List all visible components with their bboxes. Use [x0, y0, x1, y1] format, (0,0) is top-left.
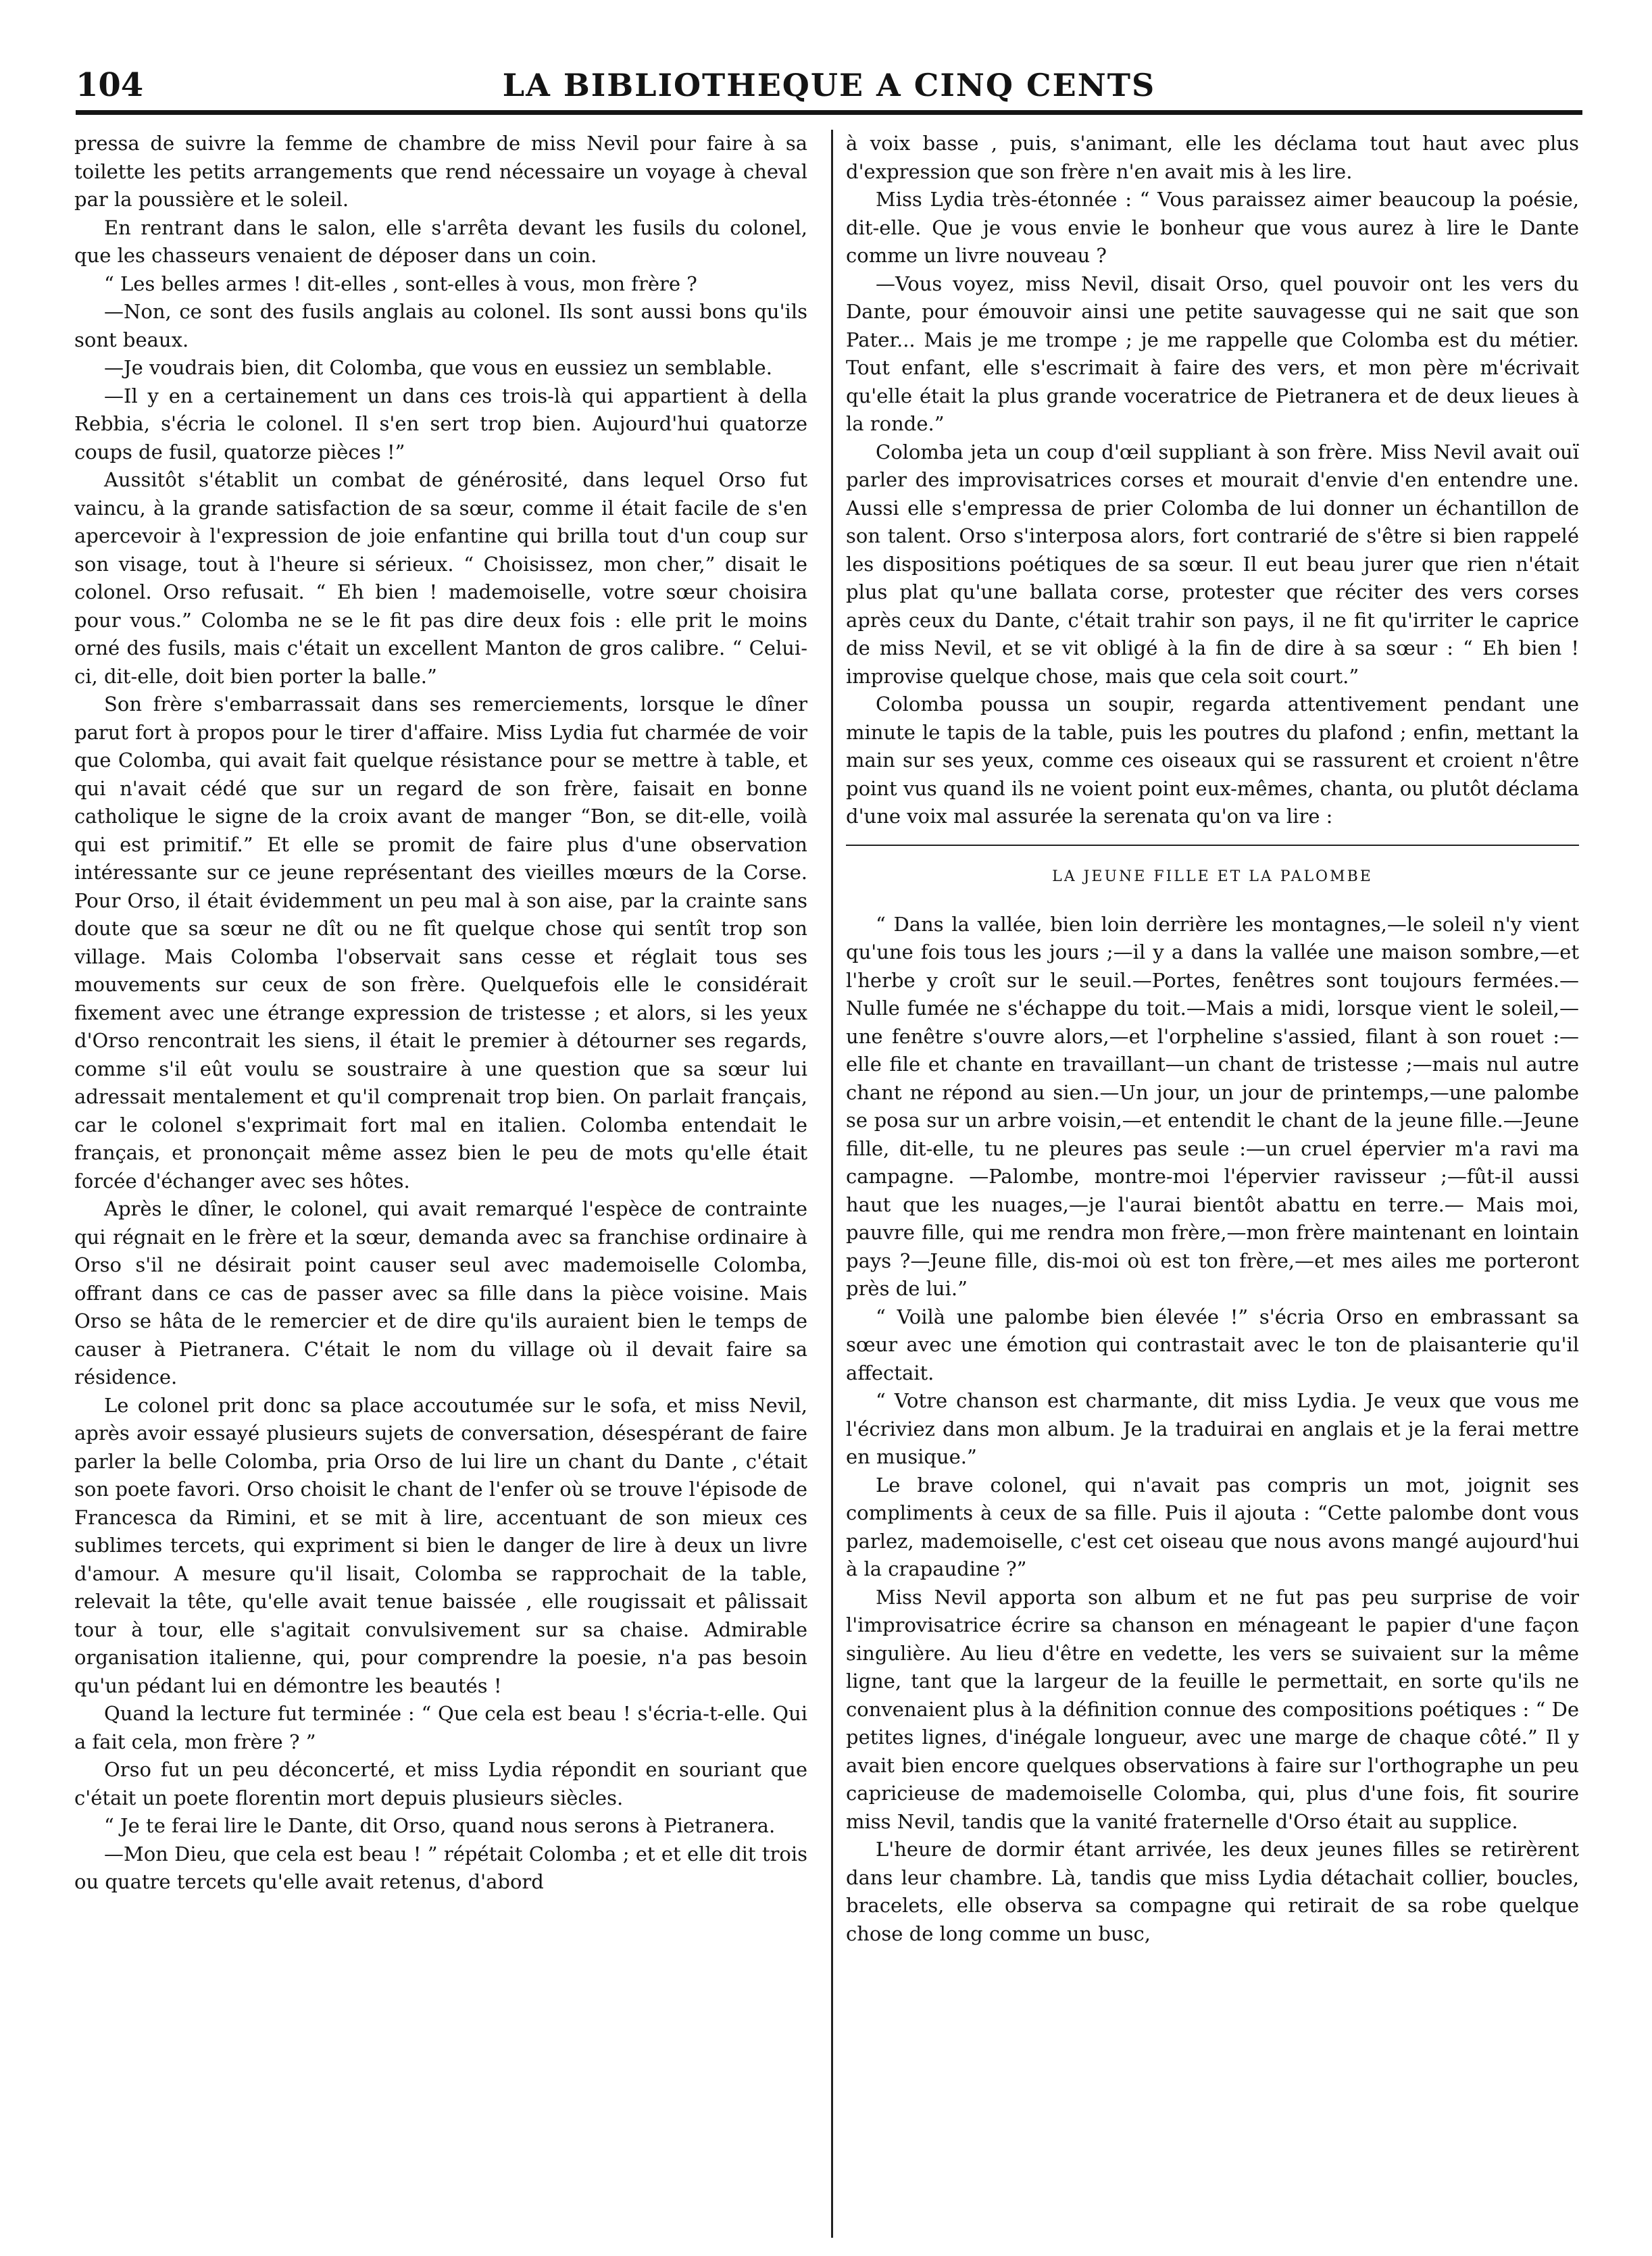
section-rule	[846, 845, 1579, 846]
paragraph: “ Votre chanson est charmante, dit miss Lydia. Je veux que vous me l'écriviez dans mon album. Je la traduirai en anglais et je la ferai mettre en musique.”	[846, 1389, 1579, 1468]
paragraph: Le colonel prit donc sa place accoutumée sur le sofa, et miss Nevil, après avoir essayé plusieurs sujets de conversation, désespérant de faire parler la belle Colomba, pria Orso de lui lire un chant du Dante , c'était son poete favori. Orso choisit le chant de l'enfer où se trouve l'épisode de Francesca da Rimini, et se mit à lire, accentuant de son mieux ces sublimes tercets, qui expriment si bien le danger de lire à deux un livre d'amour. A mesure qu'il lisait, Colomba se rapprochait de la table, relevait la tête, qu'elle avait tenue baissée , elle rougissait et pâlissait tour à tour, elle s'agitait convulsivement sur sa chaise. Admirable organisation italienne, qui, pour comprendre la poesie, n'a pas besoin qu'un pédant lui en démontre les beautés !	[74, 1393, 807, 1697]
paragraph: “ Je te ferai lire le Dante, dit Orso, quand nous serons à Pietranera.	[104, 1814, 776, 1837]
paragraph: Orso fut un peu déconcerté, et miss Lydia répondit en souriant que c'était un poete florentin mort depuis plusieurs siècles.	[74, 1758, 807, 1809]
paragraph: Miss Lydia très-étonnée : “ Vous paraissez aimer beaucoup la poésie, dit-elle. Que je vous envie le bonheur que vous aurez à lire le Dante comme un livre nouveau ?	[846, 188, 1579, 267]
paragraph: Le brave colonel, qui n'avait pas compris un mot, joignit ses compliments à ceux de sa fille. Puis il ajouta : “Cette palombe dont vous parlez, mademoiselle, c'est cet oiseau que nous avons mangé aujourd'hui à la crapaudine ?”	[846, 1473, 1579, 1580]
running-title: LA BIBLIOTHEQUE A CINQ CENTS	[502, 67, 1156, 103]
paragraph: —Mon Dieu, que cela est beau ! ” répétait Colomba ; et et elle dit trois ou quatre tercets qu'elle avait retenus, d'abord	[74, 1842, 807, 1893]
page-number: 104	[76, 66, 144, 104]
paragraph: L'heure de dormir étant arrivée, les deux jeunes filles se retirèrent dans leur chambre. Là, tandis que miss Lydia détachait collier, boucles, bracelets, elle observa sa compagne qui retirait de sa robe quelque chose de long comme un busc,	[846, 1838, 1579, 1945]
paragraph: Colomba poussa un soupir, regarda attentivement pendant une minute le tapis de la table, puis les poutres du plafond ; enfin, mettant la main sur ses yeux, comme ces oiseaux qui se rassurent et croient n'être point vus quand ils ne voient point eux-mêmes, chanta, ou plutôt déclama d'une voix mal assurée la serenata qu'on va lire :	[846, 693, 1579, 828]
paragraph: —Vous voyez, miss Nevil, disait Orso, quel pouvoir ont les vers du Dante, pour émouvoir ainsi une petite sauvagesse qui ne sait que son Pater... Mais je me trompe ; je me rappelle que Colomba est du métier. Tout enfant, elle s'escrimait à faire des vers, et mon père m'écrivait qu'elle était la plus grande voceratrice de Pietranera et de deux lieues à la ronde.”	[846, 272, 1579, 435]
paragraph: à voix basse , puis, s'animant, elle les déclama tout haut avec plus d'expression que son frère n'en avait mis à les lire.	[846, 132, 1579, 183]
paragraph: pressa de suivre la femme de chambre de miss Nevil pour faire à sa toilette les petits arrangements que rend nécessaire un voyage à cheval par la poussière et le soleil.	[74, 132, 807, 211]
header-rule	[76, 110, 1582, 115]
paragraph: —Non, ce sont des fusils anglais au colonel. Ils sont aussi bons qu'ils sont beaux.	[74, 300, 807, 351]
poem-title: LA JEUNE FILLE ET LA PALOMBE	[1052, 868, 1373, 885]
paragraph: “ Voilà une palombe bien élevée !” s'écria Orso en embrassant sa sœur avec une émotion qui contrastait avec le ton de plaisanterie qu'il affectait.	[846, 1305, 1579, 1384]
left-column	[74, 130, 807, 1897]
paragraph: Son frère s'embarrassait dans ses remerciements, lorsque le dîner parut fort à propos pour le tirer d'affaire. Miss Lydia fut charmée de voir que Colomba, qui avait fait quelque résistance pour se mettre à table, et qui n'avait cédé que sur un regard de son frère, faisait en bonne catholique le signe de la croix avant de manger “Bon, se dit-elle, voilà qui est primitif.” Et elle se promit de faire plus d'une observation intéressante sur ce jeune représentant des vieilles mœurs de la Corse. Pour Orso, il était évidemment un peu mal à son aise, par la crainte sans doute que sa sœur ne dît ou ne fît quelque chose qui sentît trop son village. Mais Colomba l'observait sans cesse et réglait tous ses mouvements sur ceux de son frère. Quelquefois elle le considérait fixement avec une étrange expression de tristesse ; et alors, si les yeux d'Orso rencontrait les siens, il était le premier à détourner ses regards, comme s'il eût voulu se soustraire à une question que sa sœur lui adressait mentalement et qu'il comprenait trop bien. On parlait français, car le colonel s'exprimait fort mal en italien. Colomba entendait le français, et prononçait même assez bien le peu de mots qu'elle était forcée d'échanger avec ses hôtes.	[74, 693, 807, 1193]
column-divider	[831, 130, 833, 2238]
paragraph: Après le dîner, le colonel, qui avait remarqué l'espèce de contrainte qui régnait en le frère et la sœur, demanda avec sa franchise ordinaire à Orso s'il ne désirait point causer seul avec mademoiselle Colomba, offrant dans ce cas de passer avec sa fille dans la pièce voisine. Mais Orso se hâta de le remercier et de dire qu'ils auraient bien le temps de causer à Pietranera. C'était le nom du village où il devait faire sa résidence.	[74, 1197, 807, 1388]
paragraph: “ Les belles armes ! dit-elles , sont-elles à vous, mon frère ?	[104, 272, 697, 295]
paragraph: Quand la lecture fut terminée : “ Que cela est beau ! s'écria-t-elle. Qui a fait cela, mon frère ? ”	[74, 1702, 807, 1753]
right-column	[846, 130, 1579, 1948]
paragraph: —Je voudrais bien, dit Colomba, que vous en eussiez un semblable.	[104, 356, 772, 379]
paragraph: En rentrant dans le salon, elle s'arrêta devant les fusils du colonel, que les chasseurs venaient de déposer dans un coin.	[74, 216, 807, 267]
paragraph: —Il y en a certainement un dans ces trois-là qui appartient à della Rebbia, s'écria le colonel. Il s'en sert trop bien. Aujourd'hui quatorze coups de fusil, quatorze pièces !”	[74, 384, 807, 463]
running-head	[76, 65, 1582, 105]
paragraph: Aussitôt s'établit un combat de générosité, dans lequel Orso fut vaincu, à la grande satisfaction de sa sœur, comme il était facile de s'en apercevoir à l'expression de joie enfantine qui brilla tout d'un coup sur son visage, tout à l'heure si sérieux. “ Choisissez, mon cher,” disait le colonel. Orso refusait. “ Eh bien ! mademoiselle, votre sœur choisira pour vous.” Colomba ne se le fit pas dire deux fois : elle prit le moins orné des fusils, mais c'était un excellent Manton de gros calibre. “ Celui-ci, dit-elle, doit bien porter la balle.”	[74, 468, 807, 688]
paragraph: Miss Nevil apporta son album et ne fut pas peu surprise de voir l'improvisatrice écrire sa chanson en ménageant le papier d'une façon singulière. Au lieu d'être en vedette, les vers se suivaient sur la même ligne, tant que la largeur de la feuille le permettait, en sorte qu'ils ne convenaient plus à la définition connue des compositions poétiques : “ De petites lignes, d'inégale longueur, avec une marge de chaque côté.” Il y avait bien encore quelques observations à faire sur l'orthographe un peu capricieuse de mademoiselle Colomba, qui, plus d'une fois, fit sourire miss Nevil, tandis que la vanité fraternelle d'Orso était au supplice.	[846, 1585, 1579, 1833]
paragraph: Colomba jeta un coup d'œil suppliant à son frère. Miss Nevil avait ouï parler des improvisatrices corses et mourait d'envie d'en entendre une. Aussi elle s'empressa de prier Colomba de lui donner un échantillon de son talent. Orso s'interposa alors, fort contrarié de s'être si bien rappelé les dispositions poétiques de sa sœur. Il eut beau jurer que rien n'était plus plat qu'une ballata corse, protester que réciter des vers corses après ceux du Dante, c'était trahir son pays, il ne fit qu'irriter le caprice de miss Nevil, et se vit obligé à la fin de dire à sa sœur : “ Eh bien ! improvise quelque chose, mais que cela soit court.”	[846, 440, 1579, 688]
poem-text: “ Dans la vallée, bien loin derrière les montagnes,—le soleil n'y vient qu'une fois tous les jours ;—il y a dans la vallée une maison sombre,—et l'herbe y croît sur le seuil.—Portes, fenêtres sont toujours fermées.—Nulle fumée ne s'échappe du toit.—Mais a midi, lorsque vient le soleil,—une fenêtre s'ouvre alors,—et l'orpheline s'assied, filant à son rouet :—elle file et chante en travaillant—un chant de tristesse ;—mais nul autre chant ne répond au sien.—Un jour, un jour de printemps,—une palombe se posa sur un arbre voisin,—et entendit le chant de la jeune fille.—Jeune fille, dit-elle, tu ne pleures pas seule :—un cruel épervier m'a ravi ma campagne. —Palombe, montre-moi l'épervier ravisseur ;—fût-il aussi haut que les nuages,—je l'aurai bientôt abattu en terre.— Mais moi, pauvre fille, qui me rendra mon frère,—mon frère maintenant en lointain pays ?—Jeune fille, dis-moi où est ton frère,—et mes ailes me porteront près de lui.”	[846, 912, 1579, 1300]
